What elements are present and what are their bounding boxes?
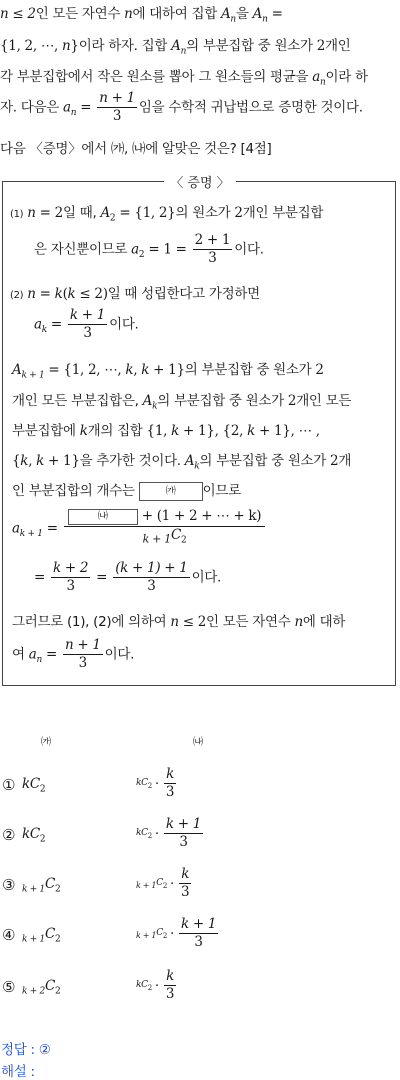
text: 의 부분집합 중 원소가 <box>186 38 317 54</box>
choice-number: ④ <box>2 926 16 944</box>
fraction-numerator: (k + 1) + 1 <box>115 560 188 576</box>
math: k <box>136 827 142 838</box>
text: 은 자신뿐이므로 <box>34 241 132 258</box>
math: = <box>35 286 55 302</box>
fraction-denominator: 3 <box>66 578 75 594</box>
math-sub: 2 <box>54 986 61 997</box>
fraction-numerator: n + 1 <box>64 637 101 653</box>
math: k <box>125 362 134 378</box>
text: 의 부분집합 중 원소가 <box>199 453 331 469</box>
answer-value: ② <box>38 1042 51 1058</box>
fraction-numerator: n + 1 <box>99 90 135 106</box>
math: C <box>44 978 55 994</box>
math-sub: k + 2 <box>22 986 45 997</box>
math-sub: n <box>180 46 187 57</box>
proof-para-line-4 <box>12 449 351 472</box>
math-sub: 2 <box>138 250 145 261</box>
choice-na <box>136 968 178 1003</box>
math: A <box>171 38 181 54</box>
fraction-denominator: 3 <box>112 108 122 124</box>
math: 2 <box>330 453 339 469</box>
math: C <box>170 527 181 543</box>
math: k <box>54 286 63 302</box>
text: 이라 하자. 집합 <box>78 38 172 54</box>
math: k <box>20 453 29 469</box>
proof-step-2 <box>10 282 260 302</box>
step-label: (2) <box>10 290 24 301</box>
problem-line-4 <box>0 90 363 125</box>
proof-equation-2 <box>34 560 221 595</box>
math: + 1} <box>149 362 185 378</box>
text: 임을 수학적 귀납법으로 증명한 것이다. <box>138 99 363 116</box>
choice-na <box>136 766 178 801</box>
fraction-denominator: 3 <box>208 250 217 266</box>
proof-conclusion-1 <box>12 610 345 630</box>
choice-na-binom <box>136 928 167 940</box>
fraction <box>51 560 90 595</box>
math: ≤ 2) <box>75 286 108 302</box>
choice-ga <box>22 776 45 795</box>
proof-step-2b <box>34 307 139 342</box>
choice-na <box>136 816 205 851</box>
math: = <box>42 520 62 537</box>
math: k <box>171 423 179 439</box>
math: {1, <box>146 423 172 439</box>
choice-na-binom <box>136 778 152 790</box>
fraction <box>164 766 176 801</box>
problem-line-3 <box>0 65 368 88</box>
math-sub: 2 <box>109 213 116 224</box>
choice-ga <box>22 978 60 997</box>
dot: · <box>169 875 174 892</box>
text: 개인 모든 부분집합은, <box>12 393 143 409</box>
choice-ga <box>22 926 60 945</box>
math: 2 <box>234 205 243 221</box>
math: C <box>156 877 163 888</box>
math: A <box>184 453 195 469</box>
fraction <box>113 560 189 595</box>
math: n <box>294 614 303 630</box>
fraction-denominator: 3 <box>180 884 190 900</box>
math: = <box>41 646 61 663</box>
math: k <box>136 777 142 788</box>
text: 일 때 성립한다고 가정하면 <box>107 286 260 302</box>
fraction-denominator: 3 <box>179 834 188 850</box>
math-sub: k <box>152 401 158 412</box>
math-sub: 2 <box>147 781 152 790</box>
text: 그러므로 (1), (2)에 의하여 <box>12 614 171 630</box>
math: n <box>62 38 71 54</box>
fraction-numerator: k <box>164 766 176 784</box>
math-sub: n <box>230 14 236 25</box>
math: + 1} <box>44 453 80 469</box>
dot: · <box>154 825 159 842</box>
math: = <box>92 569 112 586</box>
text: 에 대하 <box>302 614 346 630</box>
math: = {1, 2, ⋯, <box>44 362 126 378</box>
fraction-numerator: k + 2 <box>53 560 89 576</box>
text: 의 원소가 <box>175 205 235 221</box>
text: 인 모든 자연수 <box>35 6 125 22</box>
math: n ≤ 2 <box>0 6 36 22</box>
math-sub: k + 1 <box>19 529 43 540</box>
math: a <box>34 316 42 333</box>
math-sub: k <box>194 461 200 472</box>
math: k <box>136 979 142 990</box>
math: C <box>141 827 148 838</box>
math-sub: k + 1 <box>21 370 45 381</box>
text: 개의 집합 <box>87 423 147 439</box>
choice-na <box>136 916 220 951</box>
fraction <box>97 90 137 125</box>
text: 이다. <box>104 646 135 663</box>
dot: · <box>154 977 159 994</box>
proof-title: 〈 증명 〉 <box>0 172 400 191</box>
answer-label: 정답 : <box>1 1042 39 1058</box>
proof-para-line-3 <box>12 419 320 439</box>
fraction-numerator: k + 1 <box>180 916 217 932</box>
math: k <box>79 423 88 439</box>
proof-step-1 <box>10 201 323 224</box>
blank-box-ga: ㈎ <box>139 482 203 501</box>
text: 개 <box>338 453 352 469</box>
math: = <box>267 6 283 22</box>
text: 의 부분집합 중 원소가 <box>157 393 288 409</box>
math: k <box>22 776 30 792</box>
choice-header-ga: ㈎ <box>41 737 51 748</box>
math-sub: k + 1 <box>136 880 157 890</box>
math: = 2 <box>35 205 63 221</box>
math: C <box>141 777 148 788</box>
fraction-numerator: k + 1 <box>165 816 202 832</box>
math: } <box>70 38 79 54</box>
math: ≤ 2 <box>178 614 207 630</box>
text: 개인 부분집합 <box>242 205 324 221</box>
text: 에 대하여 집합 <box>132 6 221 22</box>
fraction-denominator: 3 <box>147 578 156 594</box>
math: C <box>156 927 163 938</box>
dot: · <box>154 775 159 792</box>
math: k <box>141 362 150 378</box>
text: 여 <box>12 646 29 663</box>
math: 2 <box>316 38 326 54</box>
text: 개인 <box>325 38 351 54</box>
answer-line <box>1 1038 51 1058</box>
math-sub: k <box>41 325 47 336</box>
choice-na-binom <box>136 878 167 890</box>
fraction-denominator <box>64 527 266 550</box>
math-sub: 2 <box>180 535 187 546</box>
text: 이다. <box>191 569 222 586</box>
math: k <box>67 286 76 302</box>
fraction <box>179 916 218 951</box>
math: A <box>100 205 110 221</box>
text: 의 부분집합 중 원소가 <box>184 362 316 378</box>
fraction-denominator: 3 <box>165 784 175 800</box>
fraction-denominator: 3 <box>83 325 92 341</box>
proof-para-line-1 <box>12 358 324 381</box>
proof-equation-1 <box>12 507 267 550</box>
math-sub: 2 <box>54 884 61 895</box>
proof-para-line-5 <box>12 479 241 501</box>
math-sub: k + 1 <box>136 930 157 940</box>
math: = <box>46 316 66 333</box>
math: {1, 2, ⋯, <box>0 38 63 54</box>
choice-header-na: ㈏ <box>193 737 203 748</box>
proof-step-1b <box>34 232 264 267</box>
fraction-numerator: k <box>179 866 191 884</box>
choice-number: ① <box>2 776 16 794</box>
text: 이라 하 <box>325 69 368 85</box>
choice-ga <box>22 876 60 895</box>
math: k <box>22 826 30 842</box>
math: a <box>28 646 37 663</box>
math-sub: 2 <box>39 784 46 795</box>
fraction-numerator: k + 1 <box>69 307 106 323</box>
problem-line-2 <box>0 34 351 57</box>
math: C <box>29 776 40 792</box>
math: , <box>133 362 142 378</box>
math-sub: 2 <box>39 834 46 845</box>
math-sub: 2 <box>147 831 152 840</box>
step-label: (1) <box>10 209 24 220</box>
text: 이다. <box>109 316 139 333</box>
math: 2 <box>287 393 297 409</box>
math-sub: k + 1 <box>22 884 45 895</box>
text: 각 부분집합에서 작은 원소를 뽑아 그 원소들의 평균을 <box>0 69 313 85</box>
math: C <box>44 876 55 892</box>
math: a <box>312 69 320 85</box>
fraction-denominator: 3 <box>194 934 203 950</box>
math: n <box>170 614 179 630</box>
fraction-denominator: 3 <box>165 986 175 1002</box>
math-sub: n <box>319 77 326 88</box>
choice-na <box>136 866 193 901</box>
choice-na-binom <box>136 828 152 840</box>
fraction <box>64 507 266 550</box>
math-sub: k + 1 <box>142 532 171 546</box>
math-sub: n <box>70 108 77 119</box>
math: + (1 + 2 + ⋯ + k) <box>137 508 262 524</box>
math: ( <box>62 286 68 302</box>
math: n <box>124 6 133 22</box>
choice-number: ② <box>2 826 16 844</box>
math-sub: n <box>36 655 42 666</box>
math: 2 <box>315 362 324 378</box>
math-sub: 2 <box>147 983 152 992</box>
fraction <box>63 637 103 672</box>
blank-box-na: ㈏ <box>68 509 138 525</box>
dot: · <box>169 925 174 942</box>
math: A <box>252 6 263 22</box>
math: n <box>27 205 36 221</box>
text: 인 부분집합의 개수는 <box>12 483 139 499</box>
text: 이므로 <box>202 483 241 499</box>
math: C <box>141 979 148 990</box>
math: k <box>247 423 256 439</box>
math: C <box>44 926 55 942</box>
math-sub: 2 <box>54 934 61 945</box>
text: 을 추가한 것이다. <box>79 453 185 469</box>
text: 이다. <box>234 241 264 258</box>
choice-na-binom <box>136 980 152 992</box>
math-sub: n <box>262 14 268 25</box>
math: C <box>29 826 40 842</box>
fraction <box>164 816 203 851</box>
text: 자. 다음은 <box>0 99 63 116</box>
math: A <box>220 6 231 22</box>
math: A <box>12 362 22 378</box>
text: 을 <box>235 6 253 22</box>
math: , <box>28 453 37 469</box>
proof-para-line-2 <box>12 389 351 412</box>
question-text: 다음 〈증명〉에서 ㈎, ㈏에 알맞은 것은? [4점] <box>0 141 272 157</box>
text: 일 때, <box>62 205 101 221</box>
math-sub: k + 1 <box>22 934 45 945</box>
explanation-label: 해설 : <box>1 1064 35 1080</box>
fraction-numerator: 2 + 1 <box>194 232 231 248</box>
fraction <box>193 232 233 267</box>
math: = <box>34 569 50 586</box>
math: = <box>76 99 96 116</box>
math: + 1}, {2, <box>179 423 248 439</box>
math: k <box>36 453 45 469</box>
text: 인 모든 자연수 <box>206 614 295 630</box>
math: a <box>12 520 20 537</box>
math: a <box>62 99 71 116</box>
problem-line-1 <box>0 2 283 25</box>
fraction-numerator: k <box>164 968 176 986</box>
proof-conclusion-2 <box>12 637 134 672</box>
text: 부분집합에 <box>12 423 80 439</box>
problem-line-5 <box>0 137 271 157</box>
math: { <box>12 453 21 469</box>
math: = {1, 2} <box>115 205 176 221</box>
choice-number: ③ <box>2 876 16 894</box>
math: a <box>131 241 139 258</box>
math: n <box>27 286 36 302</box>
fraction-denominator: 3 <box>78 655 87 671</box>
math-sub: 2 <box>162 881 167 890</box>
choice-number: ⑤ <box>2 978 16 996</box>
fraction-numerator <box>64 507 266 527</box>
math: A <box>142 393 153 409</box>
math: = 1 = <box>144 241 191 258</box>
text: 개인 모든 <box>296 393 352 409</box>
math: + 1}, ⋯ , <box>255 423 320 439</box>
fraction <box>179 866 191 901</box>
fraction <box>68 307 107 342</box>
fraction <box>164 968 176 1003</box>
choice-ga <box>22 826 45 845</box>
math-sub: 2 <box>162 931 167 940</box>
